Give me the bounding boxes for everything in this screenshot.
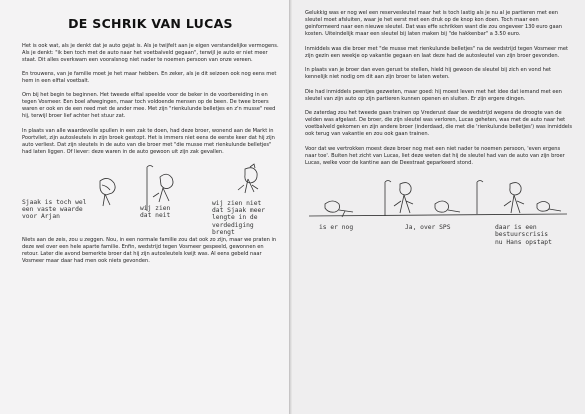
right-paragraph-6: Voor dat we vertrokken moest deze broer nog met een niet nader te noemen persoon, 'even ergens naar toe'. Buiten het zicht van Lucas, liet deze weten dat hij de sleutel had van de auto van zijn broer Lucas, welke voor de kantine aan de Deestraat geparkeerd stond. — [305, 145, 565, 166]
left-paragraph-4: In plaats van alle waardevolle spullen in een zak te doen, had deze broer, wonend aan de Markt in Poortvliet, zijn autosleutels in zijn broek gestopt. Het is immers niet eens de eerste keer dat hij zijn auto verliest. Dat zijn sleutels in de auto van die broer met "die musse met rienkulunde belletjes" had laten liggen. Of liever: deze waren in de auto gewoon uit zijn zak gevallen. — [22, 127, 275, 155]
right-page — [292, 0, 585, 414]
left-caption-2: wij zien dat neit — [140, 204, 171, 220]
right-paragraph-3: In plaats van je broer dan even gerust te stellen, hield hij gewoon de sleutel bij zich en vond het kennelijk niet nodig om dit aan zijn broer te laten weten. — [305, 67, 551, 81]
left-cartoon-strip — [22, 163, 279, 236]
left-caption-1: Sjaak is toch wel een vaste waarde voor Arjan — [22, 198, 87, 221]
left-bottom-paragraph: Niets aan de zeis, zou u zeggen. Nou, in een normale familie zou dat ook zo zijn, maar we praten in deze wel over een hele aparte familie. Enfin, wedstrijd tegen Vosmeer gespeeld, gewonnen en retour. Later die avond bemerkte broer dat hij zijn autosleutels kwijt was. Al eens gebeld naar Vosmeer maar daar had men ook niets gevonden. — [22, 236, 277, 264]
right-paragraph-2: Inmiddels was die broer met "de musse met rienkulunde belletjes" na de wedstrijd tegen Vosmeer met zijn gezin een weekje op vakantie gegaan en laat deze had de autosleutel van zijn broer gevonden. — [305, 45, 568, 59]
left-paragraph-3: Om bij het begin te beginnen. Het tweede elftal speelde voor de beker in de voorbereiding in en tegen Vosmeer. Een boel afwegingen, maar toch voldoende mensen op de been. De twee broers waren er ook en de een reed met de ander mee. Met zijn "rienkulunde belletjes en z'n musse" reed hij, terwijl broer lief achter het stuur zat. — [22, 92, 276, 120]
left-caption-3: wij zien niet dat Sjaak meer lengte in de verdediging brengt — [212, 199, 266, 236]
right-caption-3: daar is een bestuurscrisis nu Hans opstapt — [495, 224, 552, 246]
left-paragraph-2: En trouwens, van je familie moet je het maar hebben. En zeker, als je dit seizoen ook nog eens met hem in een elftal voetbalt. — [22, 71, 277, 85]
left-paragraph-1: Het is ook wat, als je denkt dat je auto gejat is. Als je twijfelt aan je eigen verstandelijke vermogens. Als je denkt: "ik ben toch met de auto naar het voetbalveld gegaan", terwijl je auto er niet meer staat. Dit alles overkwam een vooralsnog niet nader te noemen persoon van onze vereen. — [22, 43, 279, 64]
right-paragraph-5: De zaterdag zou het tweede gaan trainen op Vrederust daar de wedstrijd wegens de droogte van de velden was afgelast. De broer, die zijn sleutel was verloren, Lucas geheten, was met de auto naar het voetbalveld gekomen en zijn andere broer (inderdaad, die met die 'rienkulunde belletjes') was inmiddels ook terug van vakantie en zou ook gaan trainen. — [305, 110, 573, 138]
right-caption-2: Ja, over SPS — [405, 224, 451, 232]
left-page — [0, 0, 290, 414]
article-title: DE SCHRIK VAN LUCAS — [68, 16, 233, 31]
right-paragraph-1: Gelukkig was er nog wel een reservesleutel maar het is toch lastig als je nu al je partieren met een sleutel moet afsluiten, waar je het eerst met een druk op de knop kon doen. Toch maar een geinformeerd naar een nieuwe sleutel. Dat was effe schrikken want die zou ongeveer 130 euro gaan kosten. Uiteindelijk maar een sleutel bij laten maken bij "de hakkenbar" a 3.50 euro. — [305, 10, 562, 38]
right-caption-1: is er nog — [319, 224, 354, 232]
right-cartoon-strip — [305, 174, 573, 254]
right-paragraph-4: Die had inmiddels peentjes gezweten, maar goed: hij moest leven met het idee dat iemand met een sleutel van zijn auto op zijn partieren kunnen openen en sluiten. Er zijn ergere dingen. — [305, 88, 562, 102]
